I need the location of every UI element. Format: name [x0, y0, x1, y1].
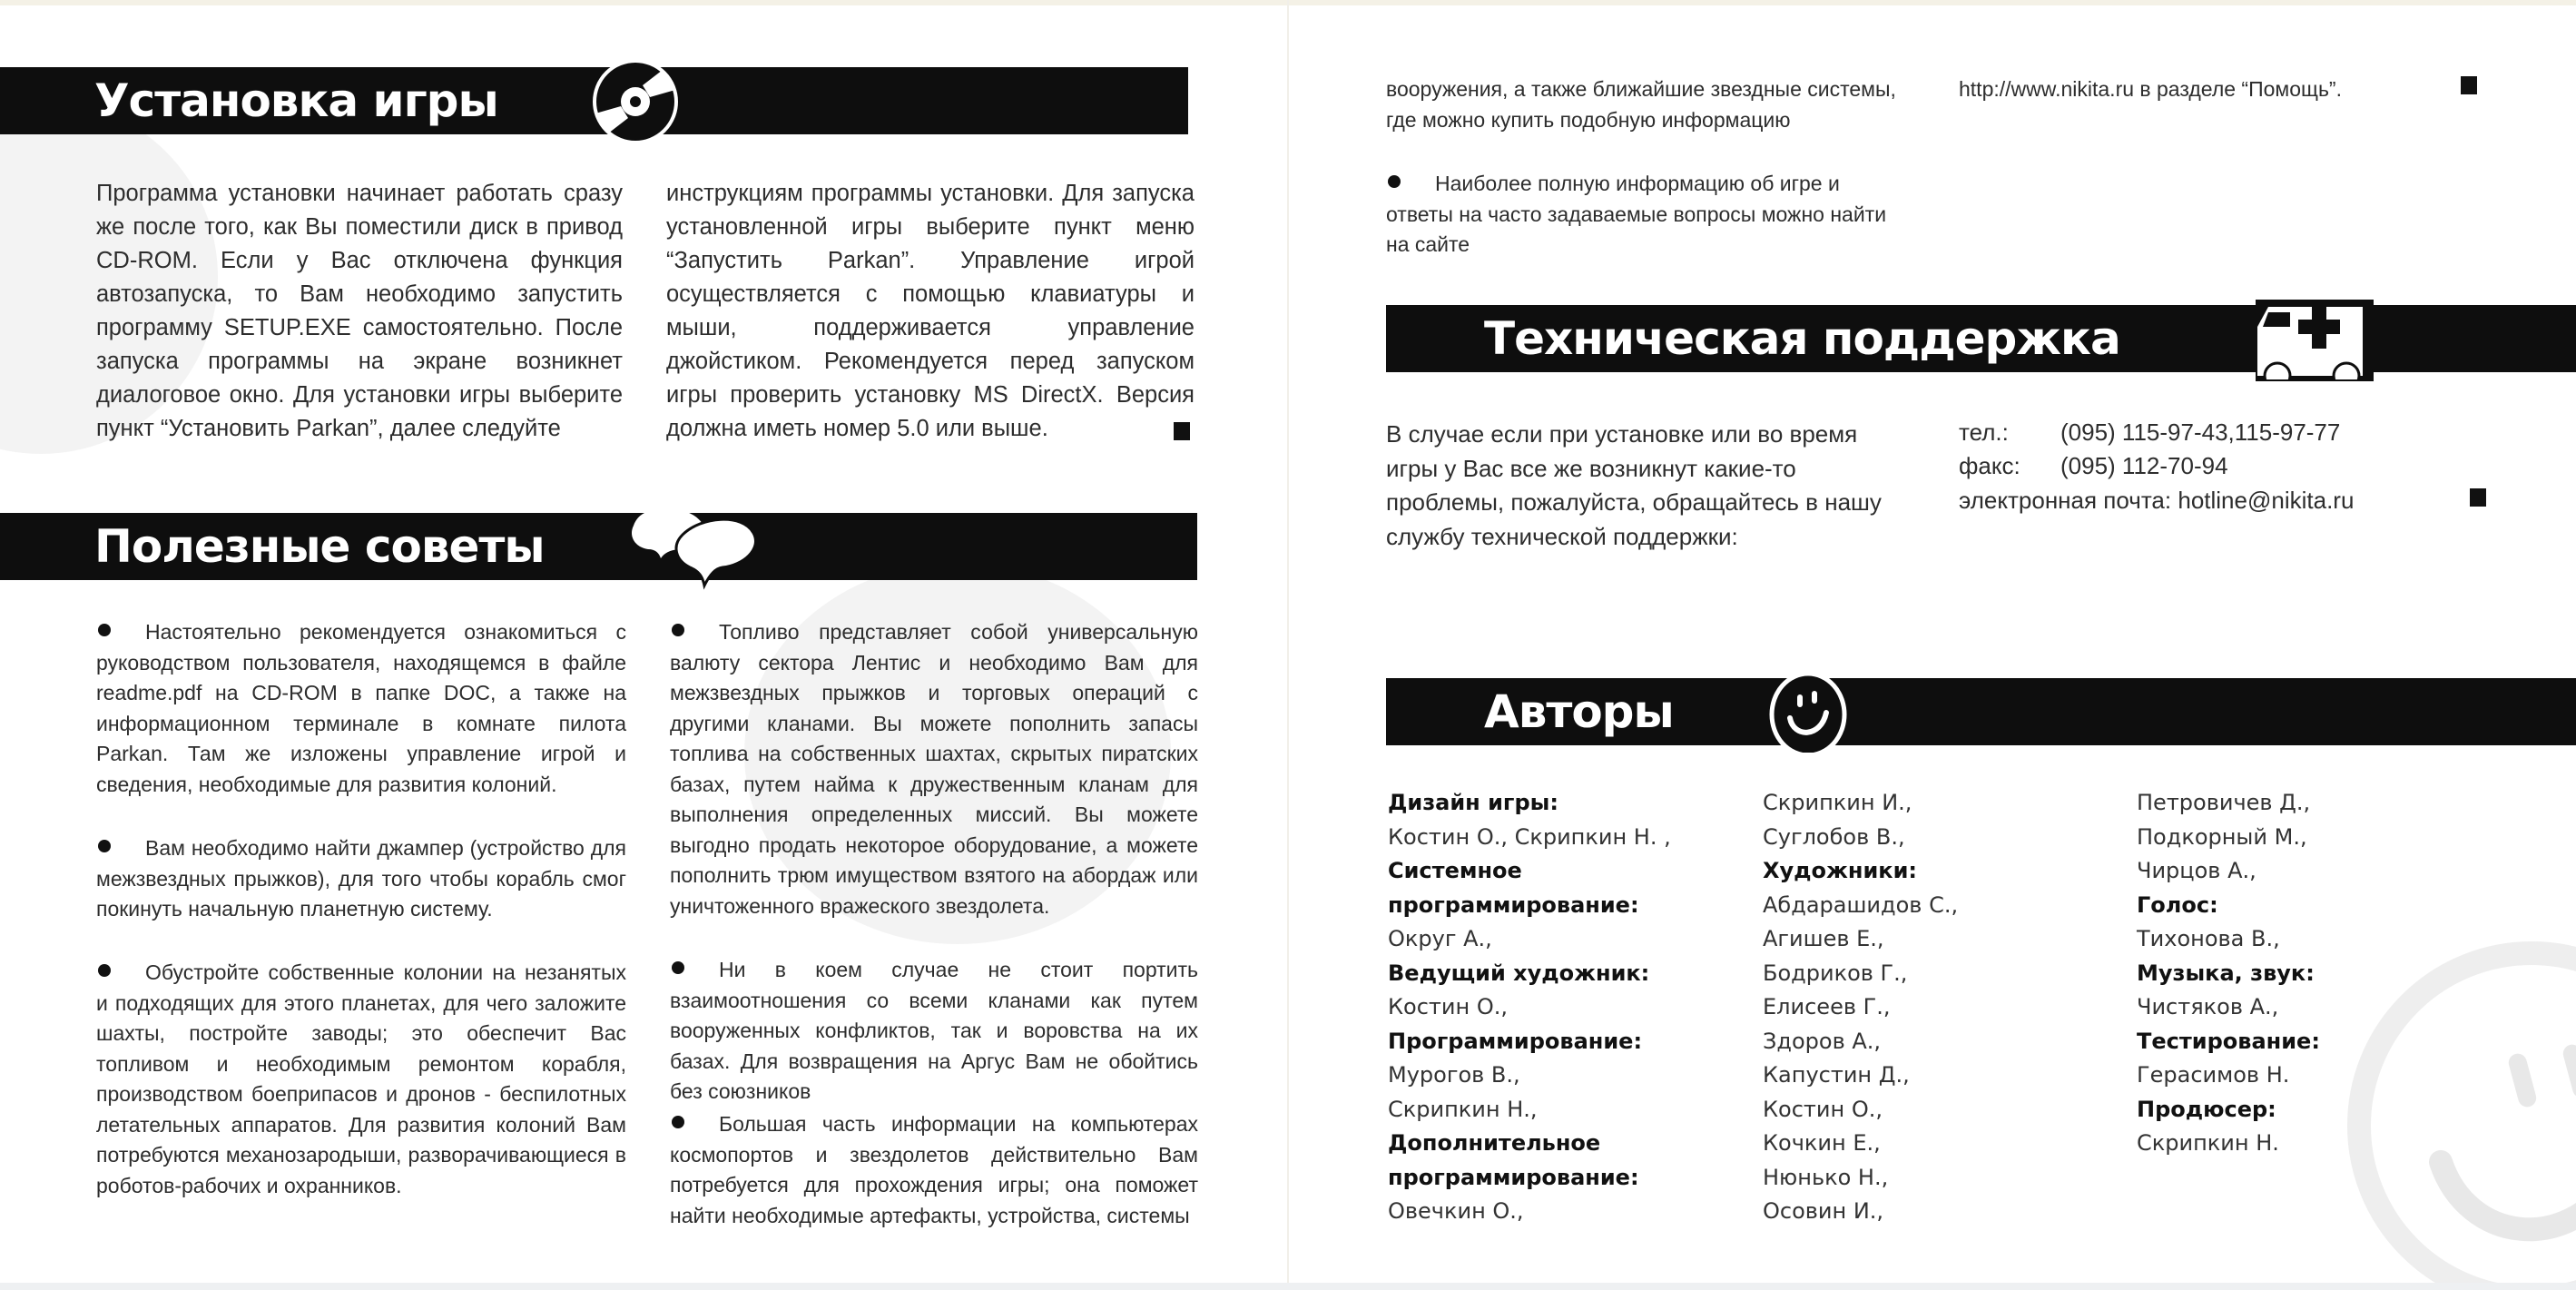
credit-name: Скрипкин И., [1763, 790, 1912, 815]
tip-text: Ни в коем случае не стоит портить взаимоотношения со всеми кланами как путем вооруженных конфликтов, так и воровства на их базах. Для возвращения на Аргус Вам не обойтись без союзников [670, 958, 1198, 1103]
credit-name: Агишев Е., [1763, 926, 1884, 951]
credit-name: Бодриков Г., [1763, 960, 1908, 986]
credit-role: Ведущий художник: [1388, 960, 1650, 986]
credit-role: Художники: [1763, 858, 1918, 883]
tip-text: Обустройте собственные колонии на незанятых и подходящих для этого планетах, для чего заложите шахты, постройте заводы; это обеспечит Вас топливом и необходимым ремонтом корабля, производством боеприпасов и дронов - беспилотных летательных аппаратов. Для развития колоний Вам потребуются механозародыши, разворачивающиеся в роботов-рабочих и охранников. [96, 960, 626, 1197]
ambulance-icon [2256, 300, 2374, 381]
credit-name: Елисеев Г., [1763, 994, 1891, 1019]
support-phone [1959, 416, 2340, 450]
credit-role: Программирование: [1388, 1028, 1643, 1054]
tip-item-4 [670, 617, 1198, 921]
credit-name: Скрипкин Н., [1388, 1096, 1538, 1122]
credit-name: Тихонова В., [2137, 926, 2280, 951]
installation-column-1: Программа установки начинает работать сразу же после того, как Вы поместили диск в привод CD-ROM. Если у Вас отключена функция автозапуска, то Вам необходимо запустить программу SETUP.EXE самостоятельно. После запуска программы на экране возникнет диалоговое окно. Для установки игры выберите пункт “Установить Parkan”, далее следуйте [96, 181, 623, 441]
tip-text: Большая часть информации на компьютерах космопортов и звездолетов действительно Вам потребуется для прохождения игры; она поможет найти необходимые артефакты, устройства, системы [670, 1112, 1198, 1227]
end-of-section-marker [1174, 422, 1190, 440]
fax-label: факс: [1959, 452, 2020, 479]
tips-title: Полезные советы [94, 520, 545, 573]
credits-column-3 [2137, 786, 2320, 1161]
bullet-icon [98, 624, 111, 636]
bullet-icon [1388, 175, 1401, 188]
right-page [1288, 0, 2576, 1290]
nikita-help-link[interactable]: http://www.nikita.ru в разделе “Помощь”. [1959, 77, 2342, 101]
fax-value: (095) 112-70-94 [2060, 452, 2228, 479]
credit-name: Здоров А., [1763, 1028, 1882, 1054]
end-of-section-marker [2470, 488, 2486, 507]
credit-name: Костин О., [1388, 994, 1508, 1019]
tip-item-1 [96, 617, 626, 800]
credit-name: Овечкин О., [1388, 1198, 1524, 1224]
tip-continuation: вооружения, а также ближайшие звездные системы, где можно купить подобную информацию [1386, 77, 1896, 132]
bullet-icon [98, 964, 111, 977]
phone-label: тел.: [1959, 419, 2009, 446]
tip-item-3 [96, 958, 626, 1201]
support-fax [1959, 449, 2228, 484]
credit-name: Чирцов А., [2137, 858, 2256, 883]
credit-name: Герасимов Н. [2137, 1062, 2290, 1088]
tip-item-2 [96, 833, 626, 925]
credit-name: Округ А., [1388, 926, 1492, 951]
credit-role: Тестирование: [2137, 1028, 2320, 1054]
credit-role: программирование: [1388, 1164, 1639, 1190]
credit-name: Костин О., [1763, 1096, 1883, 1122]
credit-name: Капустин Д., [1763, 1062, 1910, 1088]
tip-item-6 [670, 1109, 1198, 1231]
tip-text: Вам необходимо найти джампер (устройство для межзвездных прыжков), для того чтобы корабль смог покинуть начальную планетную систему. [96, 836, 626, 921]
installation-title: Установка игры [94, 74, 498, 127]
credit-name: Абдарашидов С., [1763, 891, 1959, 918]
credit-role: Дополнительное [1388, 1130, 1601, 1156]
installation-header-bar [0, 67, 1188, 134]
tip-text: Настоятельно рекомендуется ознакомиться с руководством пользователя, находящемся в файле readme.pdf на CD-ROM в папке DOC, а также на информационном терминале в комнате пилота Parkan. Там же изложены управление игрой и сведения, необходимые для развития колоний. [96, 620, 626, 796]
email-label: электронная почта: [1959, 487, 2172, 514]
bullet-icon [98, 840, 111, 852]
bullet-icon [672, 1116, 684, 1128]
credit-role: Музыка, звук: [2137, 960, 2315, 986]
tip-text: Топливо представляет собой универсальную валюту сектора Лентис и необходимо Вам для межзвездных прыжков и торговых операций с другими кланами. Вы можете пополнить запасы топлива на собственных шахтах, скрытых пиратских базах, путем найма к дружественным кланам для выполнения определенных миссий. Вы можете выгодно продать некоторое оборудование, а можете пополнить трюм имуществом взятого на абордаж или уничтоженного вражеского звездолета. [670, 620, 1198, 918]
credit-name: Чистяков А., [2137, 994, 2279, 1019]
smiley-watermark [2332, 935, 2576, 1289]
bullet-icon [672, 624, 684, 636]
credit-name: Петровичев Д., [2137, 790, 2311, 815]
bullet-icon [672, 961, 684, 974]
end-of-section-marker [2461, 76, 2477, 94]
phone-value: (095) 115-97-43,115-97-77 [2060, 419, 2341, 446]
tips-header-bar [0, 513, 1197, 580]
page-bottom-edge [0, 1283, 2576, 1290]
tip-item-5 [670, 955, 1198, 1108]
credit-name: Нюнько Н., [1763, 1164, 1889, 1190]
support-header-bar [1386, 305, 2576, 372]
support-title: Техническая поддержка [1484, 312, 2120, 365]
credit-name: Мурогов В., [1388, 1062, 1520, 1088]
installation-column-2: инструкциям программы установки. Для запуска установленной игры выберите пункт меню “Запустить Parkan”. Управление игрой осуществляется с помощью клавиатуры и мыши, поддерживается управление джойстиком. Рекомендуется перед запуском игры проверить установку MS DirectX. Версия должна иметь номер 5.0 или выше. [666, 181, 1195, 441]
email-link[interactable]: hotline@nikita.ru [2178, 487, 2355, 514]
credit-name: Кочкин Е., [1763, 1130, 1881, 1156]
tip-item-7 [1386, 169, 1903, 261]
credit-role: программирование: [1388, 891, 1639, 918]
credit-name: Осовин И., [1763, 1198, 1884, 1224]
credit-name: Подкорный М., [2137, 823, 2307, 850]
credit-role: Системное [1388, 858, 1522, 883]
credit-role: Голос: [2137, 891, 2218, 918]
support-email [1959, 484, 2354, 518]
credit-role: Продюсер: [2137, 1096, 2276, 1122]
smiley-icon [1763, 671, 1853, 753]
speech-bubbles-icon [628, 507, 764, 591]
support-text: В случае если при установке или во время игры у Вас все же возникнут какие-то проблемы, пожалуйста, обращайтесь в нашу службу технической поддержки: [1386, 420, 1882, 550]
credit-role: Дизайн игры: [1388, 790, 1558, 815]
credit-name: Суглобов В., [1763, 823, 1905, 850]
tip-text: Наиболее полную информацию об игре и ответы на часто задаваемые вопросы можно найти на сайте [1386, 172, 1887, 256]
credit-name: Скрипкин Н. [2137, 1130, 2279, 1156]
credits-column-1 [1388, 786, 1671, 1229]
authors-title: Авторы [1484, 685, 1674, 738]
credits-column-2 [1763, 786, 1958, 1229]
cd-disc-icon [590, 63, 681, 141]
authors-header-bar [1386, 678, 2576, 745]
credit-name: Костин О., Скрипкин Н. , [1388, 823, 1671, 850]
